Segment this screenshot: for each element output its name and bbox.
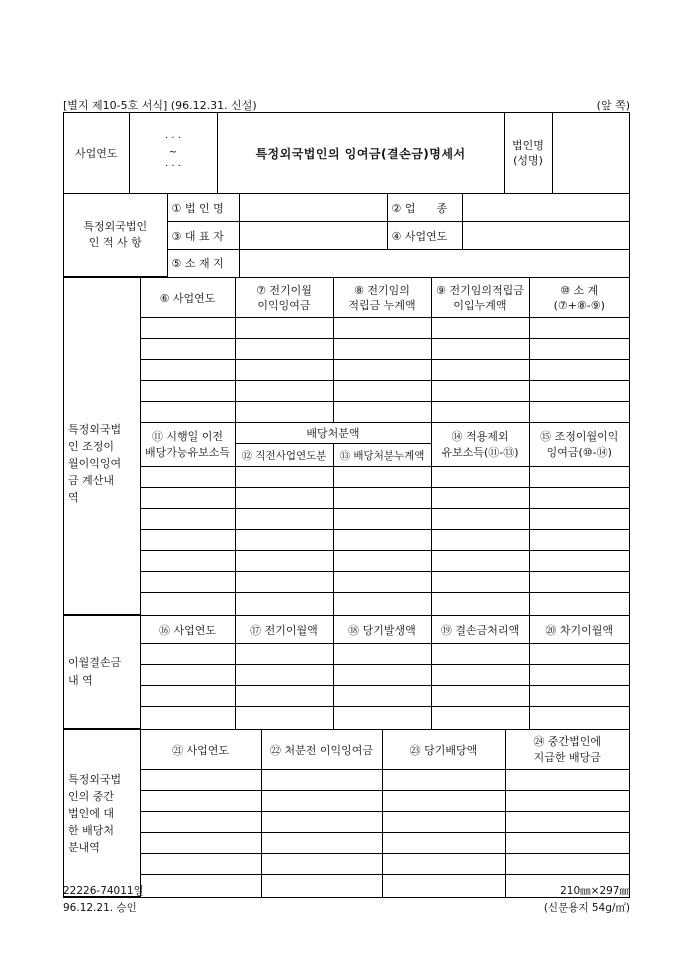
sec2b-cell[interactable] [529, 572, 629, 593]
sec2-h10: ⑩ 소 계 (⑦+⑧-⑨) [529, 278, 629, 318]
form-title: 특정외국법인의 잉여금(결손금)명세서 [217, 113, 504, 193]
sec2b-cell[interactable] [333, 467, 431, 488]
sec3-cell[interactable] [140, 665, 235, 686]
corp-name-label-1: ① 법 인 명 [167, 194, 239, 222]
sec2b-cell[interactable] [140, 530, 235, 551]
sec4-cell[interactable] [505, 770, 629, 791]
sec2b-cell[interactable] [333, 572, 431, 593]
paper-type: (신문용지 54g/㎡) [543, 902, 630, 914]
sec3-table [64, 615, 629, 729]
form-header [63, 97, 630, 111]
sec2b-cell[interactable] [333, 530, 431, 551]
sec3-cell[interactable] [235, 707, 333, 729]
sec2b-cell[interactable] [140, 551, 235, 572]
sec3-cell[interactable] [140, 644, 235, 665]
sec3-cell[interactable] [333, 665, 431, 686]
sec2-h7: ⑦ 전기이월 이익잉여금 [235, 278, 333, 318]
sec2-h11: ⑪ 시행일 이전 배당가능유보소득 [140, 423, 235, 467]
rep-input[interactable] [239, 222, 387, 250]
sec2a-cell[interactable] [140, 318, 235, 339]
sec3-cell[interactable] [431, 707, 529, 729]
biz-year-label: ④ 사업연도 [387, 222, 462, 250]
sec2a-cell[interactable] [431, 318, 529, 339]
sec3-cell[interactable] [529, 644, 629, 665]
address-input[interactable] [239, 250, 629, 277]
year-field[interactable] [129, 113, 217, 193]
sec4-cell[interactable] [382, 854, 505, 875]
sec1-label: 특정외국법인 인 적 사 항 [64, 194, 167, 277]
sec4-cell[interactable] [140, 812, 261, 833]
sec2-h15: ⑮ 조정이월이익 잉여금(⑩-⑭) [529, 423, 629, 467]
sec4-h21: ㉑ 사업연도 [140, 730, 261, 770]
sec2a-cell[interactable] [431, 381, 529, 402]
sec2b-cell[interactable] [235, 572, 333, 593]
sec2b-cell[interactable] [333, 488, 431, 509]
sec2-h13: ⑬ 배당처분누계액 [333, 444, 431, 467]
top-table [64, 113, 629, 193]
sec3-cell[interactable] [333, 707, 431, 729]
approval-date: 96.12.21. 승인 [63, 902, 137, 914]
sec4-h23: ㉓ 당기배당액 [382, 730, 505, 770]
sec2a-cell[interactable] [431, 339, 529, 360]
sec2a-cell[interactable] [333, 318, 431, 339]
sec2-h6: ⑥ 사업연도 [140, 278, 235, 318]
sec4-cell[interactable] [382, 770, 505, 791]
sec2-label: 특정외국법 인 조정이 월이익잉여 금 계산내 역 [64, 278, 140, 615]
paper-size: 210㎜×297㎜ [560, 885, 630, 897]
year-label: 사업연도 [64, 113, 129, 193]
sec4-cell[interactable] [382, 812, 505, 833]
sec2b-cell[interactable] [140, 467, 235, 488]
sec2a-cell[interactable] [140, 339, 235, 360]
page-side: (앞 쪽) [596, 99, 630, 112]
sec2b-cell[interactable] [431, 530, 529, 551]
sec3-cell[interactable] [431, 686, 529, 707]
biz-year-input[interactable] [462, 222, 629, 250]
year-end: · · · [165, 161, 181, 172]
industry-label: ② 업 종 [387, 194, 462, 222]
sec2b-cell[interactable] [529, 530, 629, 551]
sec3-h19: ⑲ 결손금처리액 [431, 616, 529, 644]
sec2a-cell[interactable] [140, 360, 235, 381]
sec4-h24: ㉔ 중간법인에 지급한 배당금 [505, 730, 629, 770]
sec2a-cell[interactable] [235, 318, 333, 339]
sec2b-cell[interactable] [235, 509, 333, 530]
sec2b-cell[interactable] [235, 593, 333, 615]
corp-name-input[interactable] [239, 194, 387, 222]
sec2b-cell[interactable] [431, 467, 529, 488]
sec4-cell[interactable] [140, 791, 261, 812]
sec4-label: 특정외국법 인의 중간 법인에 대 한 배당처 분내역 [64, 730, 140, 897]
sec1-table [64, 193, 629, 277]
sec2a-cell[interactable] [235, 402, 333, 423]
sec2a-cell[interactable] [235, 360, 333, 381]
form-id: [별지 제10-5호 서식] (96.12.31. 신설) [63, 99, 257, 112]
corp-name-label: 법인명 (성명) [504, 113, 552, 193]
sec2-h9: ⑨ 전기임의적립금 이입누계액 [431, 278, 529, 318]
sec4-cell[interactable] [382, 833, 505, 854]
sec3-cell[interactable] [333, 644, 431, 665]
sec4-cell[interactable] [505, 833, 629, 854]
sec4-cell[interactable] [261, 791, 382, 812]
sec2b-cell[interactable] [529, 509, 629, 530]
industry-input[interactable] [462, 194, 629, 222]
sec3-cell[interactable] [333, 686, 431, 707]
form-code: 22226-74011일 [63, 885, 144, 897]
sec2b-cell[interactable] [431, 593, 529, 615]
sec3-cell[interactable] [140, 707, 235, 729]
sec2b-cell[interactable] [235, 551, 333, 572]
sec3-cell[interactable] [140, 686, 235, 707]
sec2b-cell[interactable] [529, 488, 629, 509]
sec4-cell[interactable] [261, 854, 382, 875]
sec4-cell[interactable] [382, 791, 505, 812]
sec4-cell[interactable] [261, 812, 382, 833]
sec3-label: 이월결손금 내 역 [64, 616, 140, 729]
rep-label: ③ 대 표 자 [167, 222, 239, 250]
sec4-cell[interactable] [505, 791, 629, 812]
sec2-table [64, 277, 629, 615]
sec2a-cell[interactable] [235, 381, 333, 402]
sec3-cell[interactable] [431, 644, 529, 665]
sec2a-cell[interactable] [529, 360, 629, 381]
footer-line-1 [63, 883, 630, 898]
sec3-cell[interactable] [235, 686, 333, 707]
sec3-cell[interactable] [529, 686, 629, 707]
sec2b-cell[interactable] [529, 551, 629, 572]
sec2b-cell[interactable] [140, 509, 235, 530]
sec2b-cell[interactable] [333, 593, 431, 615]
sec2b-cell[interactable] [140, 488, 235, 509]
sec2a-cell[interactable] [529, 339, 629, 360]
sec2b-cell[interactable] [333, 551, 431, 572]
sec2b-cell[interactable] [235, 530, 333, 551]
sec2b-cell[interactable] [235, 467, 333, 488]
sec3-h18: ⑱ 당기발생액 [333, 616, 431, 644]
sec4-cell[interactable] [140, 833, 261, 854]
sec2b-cell[interactable] [431, 572, 529, 593]
sec2-h8: ⑧ 전기임의 적립금 누계액 [333, 278, 431, 318]
sec2a-cell[interactable] [333, 381, 431, 402]
sec4-cell[interactable] [140, 854, 261, 875]
sec2a-cell[interactable] [431, 402, 529, 423]
sec2b-cell[interactable] [529, 593, 629, 615]
sec2a-cell[interactable] [333, 339, 431, 360]
sec2a-cell[interactable] [333, 402, 431, 423]
sec2a-cell[interactable] [235, 339, 333, 360]
sec3-cell[interactable] [529, 707, 629, 729]
sec3-h17: ⑰ 전기이월액 [235, 616, 333, 644]
sec4-table [64, 729, 629, 897]
sec4-cell[interactable] [261, 833, 382, 854]
sec2a-cell[interactable] [333, 360, 431, 381]
sec2a-cell[interactable] [140, 381, 235, 402]
year-tilde: ~ [168, 147, 178, 158]
sec4-cell[interactable] [261, 770, 382, 791]
sec2a-cell[interactable] [431, 360, 529, 381]
sec2b-cell[interactable] [140, 593, 235, 615]
sec2b-cell[interactable] [333, 509, 431, 530]
address-label: ⑤ 소 재 지 [167, 250, 239, 277]
sec2b-cell[interactable] [431, 509, 529, 530]
sec4-cell[interactable] [505, 812, 629, 833]
form-frame [63, 112, 630, 898]
sec4-cell[interactable] [140, 770, 261, 791]
sec4-cell[interactable] [505, 854, 629, 875]
sec2a-cell[interactable] [529, 318, 629, 339]
sec2-h14: ⑭ 적용제외 유보소득(⑪-⑬) [431, 423, 529, 467]
sec2b-cell[interactable] [235, 488, 333, 509]
sec2b-cell[interactable] [529, 467, 629, 488]
sec2-h12: ⑫ 직전사업연도분 [235, 444, 333, 467]
sec2b-cell[interactable] [431, 551, 529, 572]
sec2a-cell[interactable] [529, 381, 629, 402]
sec2a-cell[interactable] [140, 402, 235, 423]
sec3-cell[interactable] [235, 665, 333, 686]
sec3-cell[interactable] [235, 644, 333, 665]
sec3-cell[interactable] [431, 665, 529, 686]
sec3-h20: ⑳ 차기이월액 [529, 616, 629, 644]
sec2b-cell[interactable] [431, 488, 529, 509]
sec2b-cell[interactable] [140, 572, 235, 593]
footer-line-2 [63, 900, 630, 915]
corp-name-field[interactable] [552, 113, 629, 193]
sec2a-cell[interactable] [529, 402, 629, 423]
sec3-cell[interactable] [529, 665, 629, 686]
year-start: · · · [165, 133, 181, 144]
sec2-h-div: 배당처분액 [235, 423, 431, 444]
sec3-h16: ⑯ 사업연도 [140, 616, 235, 644]
sec4-h22: ㉒ 처분전 이익잉여금 [261, 730, 382, 770]
